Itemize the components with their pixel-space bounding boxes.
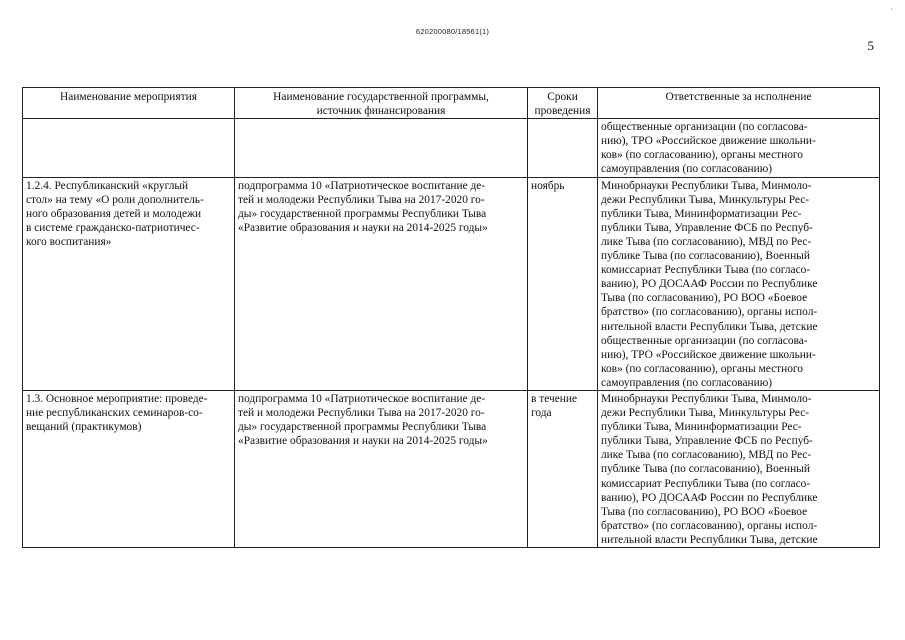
cell-responsible: Минобрнауки Республики Тыва, Минмоло- дежи Республики Тыва, Минкультуры Рес- публики Тыва, Мининформатизации Рес- публики Тыва, Управление ФСБ по Респуб- лике Тыва (по согласованию), МВД по Рес- публике Тыва (по согласованию), Военный комиссариат Республики Тыва (по согласо- ванию), РО ДОСААФ России по Республике Тыва (по согласованию), РО ВОО «Боевое братство» (по согласованию), органы испол- нительной власти Республики Тыва, детские: [598, 390, 880, 547]
column-header-event: Наименование мероприятия: [23, 88, 235, 119]
cell-program: [235, 119, 528, 177]
cell-responsible: общественные организации (по согласова- нию), ТРО «Российское движение школьни- ков» (по согласованию), органы местного самоуправления (по согласованию): [598, 119, 880, 177]
table-header-row: [23, 88, 880, 119]
page-number: 5: [867, 38, 874, 53]
column-header-program: Наименование государственной программы, источник финансирования: [235, 88, 528, 119]
cell-program: подпрограмма 10 «Патриотическое воспитание де- тей и молодежи Республики Тыва на 2017-2020 го- ды» государственной программы Республики Тыва «Развитие образования и науки на 2014-2025 годы»: [235, 177, 528, 390]
cell-term: [528, 119, 598, 177]
table-row: [23, 177, 880, 390]
events-table: [22, 87, 880, 548]
cell-program: подпрограмма 10 «Патриотическое воспитание де- тей и молодежи Республики Тыва на 2017-2020 го- ды» государственной программы Республики Тыва «Развитие образования и науки на 2014-2025 годы»: [235, 390, 528, 547]
cell-term: в течение года: [528, 390, 598, 547]
cell-term: ноябрь: [528, 177, 598, 390]
table-row: [23, 119, 880, 177]
column-header-responsible: Ответственные за исполнение: [598, 88, 880, 119]
document-code: 620200080/18561(1): [415, 27, 490, 36]
cell-responsible: Минобрнауки Республики Тыва, Минмоло- дежи Республики Тыва, Минкультуры Рес- публики Тыва, Мининформатизации Рес- публики Тыва, Управление ФСБ по Респуб- лике Тыва (по согласованию), МВД по Рес- публике Тыва (по согласованию), Военный комиссариат Республики Тыва (по согласо- ванию), РО ДОСААФ России по Республике Тыва (по согласованию), РО ВОО «Боевое братство» (по согласованию), органы испол- нительной власти Республики Тыва, детские общественные организации (по согласова- нию), ТРО «Российское движение школьни- ков» (по согласованию), органы местного самоуправления (по согласованию): [598, 177, 880, 390]
cell-event: [23, 119, 235, 177]
table-row: [23, 390, 880, 547]
cell-event: 1.2.4. Республиканский «круглый стол» на тему «О роли дополнитель- ного образования детей и молодежи в системе гражданско-патриотичес- кого воспитания»: [23, 177, 235, 390]
cell-event: 1.3. Основное мероприятие: проведе- ние республиканских семинаров-со- вещаний (практикумов): [23, 390, 235, 547]
column-header-term: Сроки проведения: [528, 88, 598, 119]
corner-mark: ·: [890, 4, 893, 14]
